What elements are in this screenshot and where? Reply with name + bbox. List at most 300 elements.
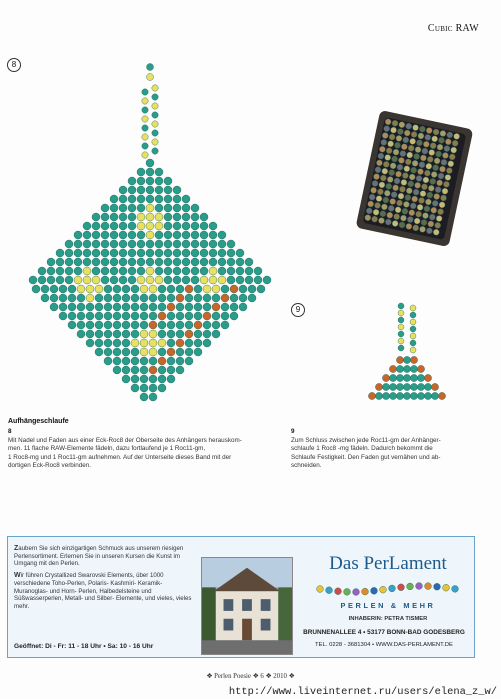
loop-bead (398, 331, 404, 337)
bead (200, 276, 208, 284)
bead (185, 294, 193, 302)
bead (173, 195, 181, 203)
bead (140, 312, 148, 320)
bead (131, 348, 139, 356)
fan-bead (396, 383, 403, 390)
ad-paragraph-2 (14, 572, 192, 611)
shop-tagline: PERLEN & MEHR (340, 601, 436, 610)
bead (239, 285, 247, 293)
caption-9-line-3: Schlaufe Festigkeit. Den Faden gut vernähen und ab- (291, 453, 441, 461)
bead (104, 348, 112, 356)
bead (218, 258, 226, 266)
bead (200, 267, 208, 275)
bead (167, 366, 175, 374)
bead (92, 267, 100, 275)
bead (122, 330, 130, 338)
bead (137, 222, 145, 230)
ad-dropcap-2: W (14, 572, 21, 580)
bead (32, 285, 40, 293)
bead (158, 303, 166, 311)
bead (155, 213, 163, 221)
bead (191, 258, 199, 266)
bead (173, 222, 181, 230)
bead (254, 267, 262, 275)
loop-bead (398, 317, 404, 323)
bead (158, 375, 166, 383)
bead (131, 366, 139, 374)
bead (167, 294, 175, 302)
fan-bead (438, 392, 445, 399)
bead (227, 276, 235, 284)
loop-top-bead (147, 74, 154, 81)
bead (212, 312, 220, 320)
bead (203, 294, 211, 302)
strand-bead (452, 586, 459, 593)
bead (167, 375, 175, 383)
bead (128, 249, 136, 257)
bead (83, 276, 91, 284)
bead (131, 330, 139, 338)
bead (140, 366, 148, 374)
bead (146, 186, 154, 194)
bead (77, 330, 85, 338)
bead (149, 321, 157, 329)
strand-bead (425, 583, 432, 590)
loop-bead (398, 338, 404, 344)
bead (239, 294, 247, 302)
bead (146, 258, 154, 266)
fan-bead (389, 374, 396, 381)
bead (158, 384, 166, 392)
bead (95, 285, 103, 293)
bead (101, 204, 109, 212)
bead (128, 204, 136, 212)
bead (95, 348, 103, 356)
bead (203, 330, 211, 338)
bead (137, 276, 145, 284)
bead (68, 294, 76, 302)
bead (164, 231, 172, 239)
bead (128, 240, 136, 248)
bead (65, 258, 73, 266)
bead (218, 267, 226, 275)
bead (155, 240, 163, 248)
shop-address: BRUNNENALLEE 4 • 53177 BONN-BAD GODESBERG (303, 629, 465, 636)
bead (128, 267, 136, 275)
bead (209, 231, 217, 239)
bead (95, 330, 103, 338)
step-9-marker: 9 (291, 303, 305, 317)
bead (158, 330, 166, 338)
bead (209, 222, 217, 230)
bead (74, 240, 82, 248)
strand-bead (407, 583, 414, 590)
bead (50, 285, 58, 293)
bead (200, 213, 208, 221)
fan-bead (375, 383, 382, 390)
fan-bead (396, 365, 403, 372)
bead (185, 321, 193, 329)
bead (110, 249, 118, 257)
fan-bead (403, 392, 410, 399)
strand-bead (362, 588, 369, 595)
bead (191, 249, 199, 257)
bead (218, 276, 226, 284)
fan-bead (424, 383, 431, 390)
bead (155, 168, 163, 176)
bead (77, 285, 85, 293)
bead (74, 231, 82, 239)
bead (164, 186, 172, 194)
bead (167, 321, 175, 329)
bead (191, 231, 199, 239)
bead (119, 267, 127, 275)
beadwork-diagram-step-8 (10, 55, 290, 405)
bead (104, 357, 112, 365)
bead (173, 231, 181, 239)
fan-bead (410, 365, 417, 372)
loop-bead (398, 310, 404, 316)
bead (137, 258, 145, 266)
bead (194, 285, 202, 293)
bead (149, 294, 157, 302)
fan-bead (396, 356, 403, 363)
bead (119, 276, 127, 284)
bead (209, 240, 217, 248)
bead (119, 231, 127, 239)
bead (104, 321, 112, 329)
bead (203, 321, 211, 329)
bead (113, 339, 121, 347)
bead (119, 213, 127, 221)
loop-bead (142, 152, 148, 158)
bead (56, 249, 64, 257)
bead (194, 339, 202, 347)
bead (158, 348, 166, 356)
bead (101, 258, 109, 266)
bead (113, 366, 121, 374)
bead (92, 258, 100, 266)
fan-bead (410, 374, 417, 381)
bead (209, 258, 217, 266)
caption-8-line-3: 1 Roc8-mg und 1 Roc11-gm aufnehmen. Auf der Unterseite dieses Band mit der (8, 453, 232, 461)
bead (155, 258, 163, 266)
bead (194, 321, 202, 329)
fan-bead (389, 383, 396, 390)
bead (176, 285, 184, 293)
bead (245, 276, 253, 284)
bead (92, 276, 100, 284)
loop-bead (410, 340, 416, 346)
bead (104, 330, 112, 338)
bead (74, 249, 82, 257)
bead (131, 384, 139, 392)
bead (182, 213, 190, 221)
bead (140, 393, 148, 401)
source-watermark: http://www.liveinternet.ru/users/elena_z_w/ (228, 686, 497, 698)
bead (77, 294, 85, 302)
loop-bead (410, 333, 416, 339)
bead (104, 303, 112, 311)
bead (149, 312, 157, 320)
bead (68, 303, 76, 311)
bead (131, 321, 139, 329)
bead (128, 276, 136, 284)
bead (191, 222, 199, 230)
loop-bead (142, 107, 148, 113)
page-footer: ❖ Perlen Poesie ❖ 6 ❖ 2010 ❖ (206, 673, 295, 680)
bead (191, 240, 199, 248)
bead (230, 294, 238, 302)
bead (182, 240, 190, 248)
bead (74, 267, 82, 275)
bead (158, 357, 166, 365)
bead (140, 321, 148, 329)
bead (149, 384, 157, 392)
caption-text-8 (8, 437, 308, 471)
bead (122, 375, 130, 383)
bead (230, 312, 238, 320)
bead (95, 294, 103, 302)
bead (101, 276, 109, 284)
loop-bead (152, 130, 158, 136)
loop-bead (152, 148, 158, 154)
section-title: Cubic RAW (427, 23, 479, 34)
bead (221, 312, 229, 320)
bead (167, 312, 175, 320)
bead (248, 285, 256, 293)
beadwork-diagram-step-9 (365, 298, 450, 413)
bead (47, 267, 55, 275)
bead (113, 285, 121, 293)
bead (263, 276, 271, 284)
bead (173, 276, 181, 284)
ad-description (14, 545, 192, 615)
fan-bead (431, 392, 438, 399)
bead (110, 195, 118, 203)
fan-bead (410, 392, 417, 399)
bead (140, 348, 148, 356)
bead (140, 285, 148, 293)
bead (209, 249, 217, 257)
bead (230, 285, 238, 293)
bead (146, 159, 154, 167)
bead (137, 177, 145, 185)
bead (140, 375, 148, 383)
fan-bead (410, 383, 417, 390)
bead (119, 204, 127, 212)
bead (248, 294, 256, 302)
bead (155, 204, 163, 212)
bead (95, 303, 103, 311)
fan-bead (403, 365, 410, 372)
bead (194, 294, 202, 302)
fan-bead (382, 383, 389, 390)
bead (164, 267, 172, 275)
bead (236, 258, 244, 266)
bead (185, 285, 193, 293)
bead (95, 312, 103, 320)
bead (65, 249, 73, 257)
bead (65, 267, 73, 275)
bead (164, 177, 172, 185)
bead (83, 258, 91, 266)
bead (101, 222, 109, 230)
bead (173, 267, 181, 275)
fan-bead (403, 356, 410, 363)
bead (119, 222, 127, 230)
bead (104, 312, 112, 320)
bead (95, 321, 103, 329)
strand-bead (335, 588, 342, 595)
bead (200, 240, 208, 248)
bead (104, 294, 112, 302)
loop-bead (152, 85, 158, 91)
bead (245, 258, 253, 266)
bead (245, 267, 253, 275)
bead (182, 276, 190, 284)
bead (149, 348, 157, 356)
bead (173, 213, 181, 221)
bead (149, 339, 157, 347)
bead (137, 231, 145, 239)
bead (122, 294, 130, 302)
loop-bead (142, 116, 148, 122)
bead (74, 258, 82, 266)
bead (140, 384, 148, 392)
loop-bead (142, 89, 148, 95)
strand-bead (434, 583, 441, 590)
bead (146, 213, 154, 221)
bead (185, 312, 193, 320)
bead (146, 276, 154, 284)
fan-bead (396, 374, 403, 381)
ad-text-2: ir führen Crystallized Swarovski Elements, über 1000 verschiedene Toho-Perlen, Polaris- Kashmiri- Keramik- Muranoglas- und Horn- Perlen, Halbedelsteine und Süßwasserperlen, Metall- und Silber- Elemente, und vieles, vieles mehr. (14, 572, 192, 610)
caption-number-8: 8 (8, 428, 12, 435)
loop-bead (152, 112, 158, 118)
bead (86, 294, 94, 302)
step-8-marker: 8 (7, 58, 21, 72)
bead (56, 258, 64, 266)
bead (164, 213, 172, 221)
bead (113, 348, 121, 356)
loop-bead (142, 134, 148, 140)
caption-8-line-1: Mit Nadel und Faden aus einer Eck-Roc8 der Oberseite des Anhängers herauskom- (8, 437, 242, 444)
bead (92, 240, 100, 248)
bead (56, 276, 64, 284)
bead (119, 258, 127, 266)
bead (191, 276, 199, 284)
bead (146, 231, 154, 239)
bead (167, 339, 175, 347)
bead (95, 339, 103, 347)
bead (200, 258, 208, 266)
bead (29, 276, 37, 284)
strand-bead (317, 586, 324, 593)
bead (149, 285, 157, 293)
strand-bead (353, 589, 360, 596)
bead (200, 249, 208, 257)
bead (131, 375, 139, 383)
bead (158, 366, 166, 374)
bead (86, 330, 94, 338)
shop-building-photo (201, 557, 293, 655)
bead (83, 249, 91, 257)
bead (182, 258, 190, 266)
bead (110, 213, 118, 221)
bead (122, 321, 130, 329)
ad-text-1: aubern Sie sich einzigartigen Schmuck aus unserem riesigen Perlensortiment. Erlernen Sie in unseren Kursen die Kunst im Umgang mit den Perlen. (14, 545, 184, 568)
bead (164, 240, 172, 248)
bead (119, 249, 127, 257)
bead (173, 258, 181, 266)
bead (146, 249, 154, 257)
bead (146, 240, 154, 248)
bead (146, 204, 154, 212)
bead (182, 231, 190, 239)
bead (119, 240, 127, 248)
bead (164, 195, 172, 203)
fan-bead (396, 392, 403, 399)
bead (254, 276, 262, 284)
bead (122, 312, 130, 320)
bead (50, 303, 58, 311)
bead (59, 303, 67, 311)
bead (137, 186, 145, 194)
fan-bead (410, 356, 417, 363)
bead (59, 312, 67, 320)
bead (86, 321, 94, 329)
bead (68, 321, 76, 329)
bead (146, 267, 154, 275)
fan-bead (389, 365, 396, 372)
bead (50, 294, 58, 302)
bead (173, 240, 181, 248)
bead (128, 258, 136, 266)
bead (176, 348, 184, 356)
bead (158, 285, 166, 293)
fan-bead (389, 392, 396, 399)
bead (182, 249, 190, 257)
shop-brand-name: Das PerLament (329, 553, 447, 574)
bead (128, 186, 136, 194)
bead (182, 222, 190, 230)
loop-bead (410, 305, 416, 311)
bead (110, 267, 118, 275)
bead (158, 312, 166, 320)
bead (257, 285, 265, 293)
bead (47, 276, 55, 284)
bead (236, 276, 244, 284)
bead (83, 240, 91, 248)
bead (191, 213, 199, 221)
pendant-photo (342, 88, 482, 268)
bead (212, 294, 220, 302)
bead (56, 267, 64, 275)
bead (167, 285, 175, 293)
bead (122, 366, 130, 374)
bead (137, 240, 145, 248)
bead (212, 285, 220, 293)
bead (221, 321, 229, 329)
bead (137, 249, 145, 257)
bead (83, 231, 91, 239)
bead (227, 249, 235, 257)
bead (176, 357, 184, 365)
bead (41, 294, 49, 302)
bead (185, 303, 193, 311)
bead (239, 303, 247, 311)
